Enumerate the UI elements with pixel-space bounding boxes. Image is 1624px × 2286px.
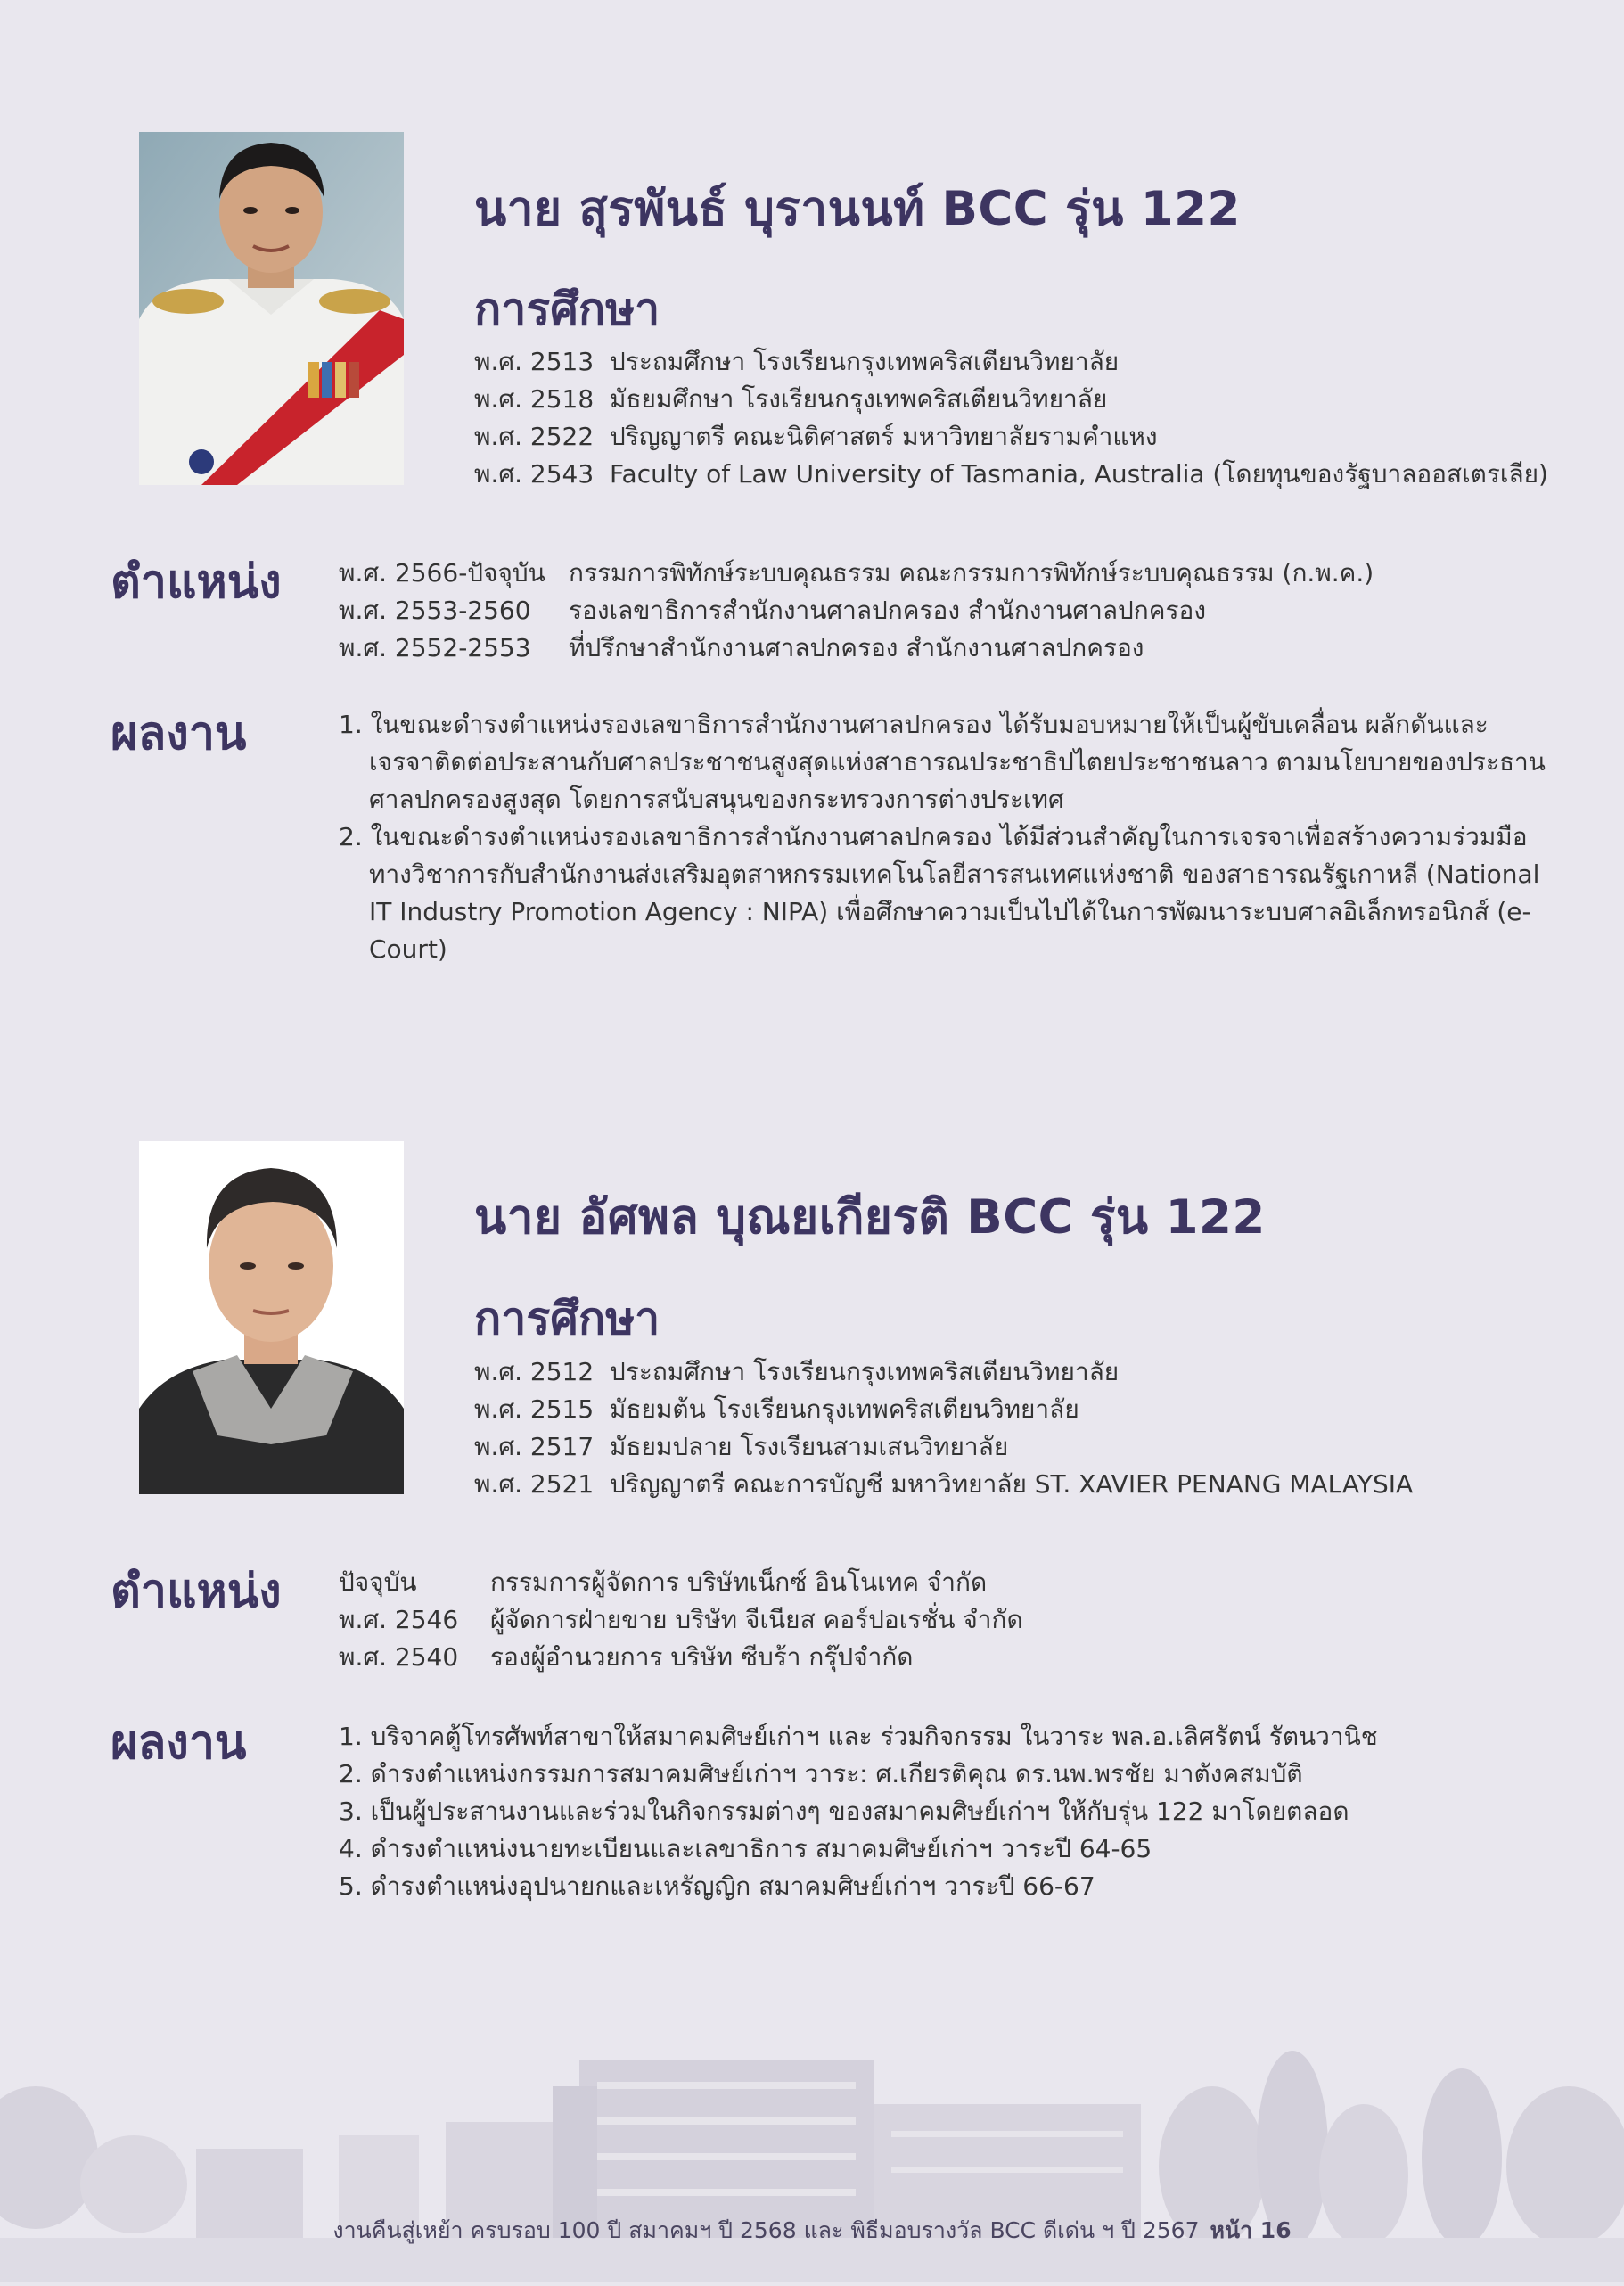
position-row: พ.ศ. 2553-2560 รองเลขาธิการสำนักงานศาลปกครอง สำนักงานศาลปกครอง — [339, 596, 1206, 625]
work-item: 2. ในขณะดำรงตำแหน่งรองเลขาธิการสำนักงานศาลปกครอง ได้มีส่วนสำคัญในการเจรจาเพื่อสร้างความร่วมมือทางวิชาการกับสำนักงานส่งเสริมอุตสาหกรรมเทคโนโลยีสารสนเทศแห่งชาติ ของสาธารณรัฐเกาหลี (National IT Industry Promotion Agency : NIPA) เพื่อศึกษาความเป็นไปได้ในการพัฒนาระบบศาลอิเล็กทรอนิกส์ (e-Court) — [339, 822, 1540, 964]
work-item: 5. ดำรงตำแหน่งอุปนายกและเหรัญญิก สมาคมศิษย์เก่าฯ วาระปี 66-67 — [339, 1871, 1095, 1901]
education-row: พ.ศ. 2522 ปริญญาตรี คณะนิติศาสตร์ มหาวิทยาลัยรามคำแหง — [474, 422, 1158, 451]
position-row: พ.ศ. 2546 ผู้จัดการฝ่ายขาย บริษัท จีเนียส คอร์ปอเรชั่น จำกัด — [339, 1605, 1023, 1634]
work-label: ผลงาน — [111, 1716, 247, 1770]
footer-event-text: งานคืนสู่เหย้า ครบรอบ 100 ปี สมาคมฯ ปี 2568 และ พิธีมอบรางวัล BCC ดีเด่น ฯ ปี 2567 — [332, 2217, 1200, 2243]
work-item: 1. บริจาคตู้โทรศัพท์สาขาให้สมาคมศิษย์เก่าฯ และ ร่วมกิจกรรม ในวาระ พล.อ.เลิศรัตน์ รัตนวานิช — [339, 1722, 1378, 1751]
work-item: 1. ในขณะดำรงตำแหน่งรองเลขาธิการสำนักงานศาลปกครอง ได้รับมอบหมายให้เป็นผู้ขับเคลื่อน ผลักดันและเจรจาติดต่อประสานกับศาลประชาชนสูงสุดแห่งสาธารณประชาธิปไตยประชาชนลาว ตามนโยบายของประธานศาลปกครองสูงสุด โดยการสนับสนุนของกระทรวงการต่างประเทศ — [339, 710, 1546, 814]
education-list — [474, 1353, 1413, 1503]
education-row: พ.ศ. 2517 มัธยมปลาย โรงเรียนสามเสนวิทยาลัย — [474, 1432, 1009, 1461]
person-name: นาย สุรพันธ์ บุรานนท์ BCC รุ่น 122 — [474, 182, 1241, 236]
position-row: พ.ศ. 2552-2553 ที่ปรึกษาสำนักงานศาลปกครอง สำนักงานศาลปกครอง — [339, 633, 1144, 662]
position-row: พ.ศ. 2566-ปัจจุบัน กรรมการพิทักษ์ระบบคุณธรรม คณะกรรมการพิทักษ์ระบบคุณธรรม (ก.พ.ค.) — [339, 558, 1374, 588]
education-row: พ.ศ. 2515 มัธยมต้น โรงเรียนกรุงเทพคริสเตียนวิทยาลัย — [474, 1394, 1079, 1424]
work-label: ผลงาน — [111, 707, 247, 761]
education-list — [474, 343, 1548, 493]
position-label: ตำแหน่ง — [111, 1565, 282, 1618]
profile-photo-officer — [139, 132, 404, 485]
work-list — [339, 1718, 1551, 1905]
work-list — [339, 706, 1551, 968]
work-item: 4. ดำรงตำแหน่งนายทะเบียนและเลขาธิการ สมาคมศิษย์เก่าฯ วาระปี 64-65 — [339, 1834, 1152, 1863]
work-item: 3. เป็นผู้ประสานงานและร่วมในกิจกรรมต่างๆ ของสมาคมศิษย์เก่าฯ ให้กับรุ่น 122 มาโดยตลอด — [339, 1797, 1349, 1826]
position-row: พ.ศ. 2540 รองผู้อำนวยการ บริษัท ซีบร้า กรุ๊ปจำกัด — [339, 1642, 914, 1672]
position-label: ตำแหน่ง — [111, 555, 282, 609]
education-row: พ.ศ. 2543 Faculty of Law University of Tasmania, Australia (โดยทุนของรัฐบาลออสเตรเลีย) — [474, 459, 1548, 489]
footer-caption — [0, 2213, 1624, 2249]
education-row: พ.ศ. 2521 ปริญญาตรี คณะการบัญชี มหาวิทยาลัย ST. XAVIER PENANG MALAYSIA — [474, 1469, 1414, 1499]
person-name: นาย อัศพล บุณยเกียรติ BCC รุ่น 122 — [474, 1190, 1266, 1245]
profile-photo-portrait — [139, 1141, 404, 1494]
education-heading: การศึกษา — [474, 284, 660, 335]
education-heading: การศึกษา — [474, 1293, 660, 1344]
page-number: หน้า 16 — [1210, 2217, 1292, 2243]
education-row: พ.ศ. 2512 ประถมศึกษา โรงเรียนกรุงเทพคริสเตียนวิทยาลัย — [474, 1357, 1120, 1386]
education-row: พ.ศ. 2518 มัธยมศึกษา โรงเรียนกรุงเทพคริสเตียนวิทยาลัย — [474, 384, 1108, 414]
position-list — [339, 555, 1374, 667]
position-list — [339, 1564, 1023, 1676]
position-row: ปัจจุบัน กรรมการผู้จัดการ บริษัทเน็กซ์ อินโนเทค จำกัด — [339, 1567, 988, 1597]
work-item: 2. ดำรงตำแหน่งกรรมการสมาคมศิษย์เก่าฯ วาระ: ศ.เกียรติคุณ ดร.นพ.พรชัย มาตังคสมบัติ — [339, 1759, 1303, 1789]
education-row: พ.ศ. 2513 ประถมศึกษา โรงเรียนกรุงเทพคริสเตียนวิทยาลัย — [474, 347, 1120, 376]
